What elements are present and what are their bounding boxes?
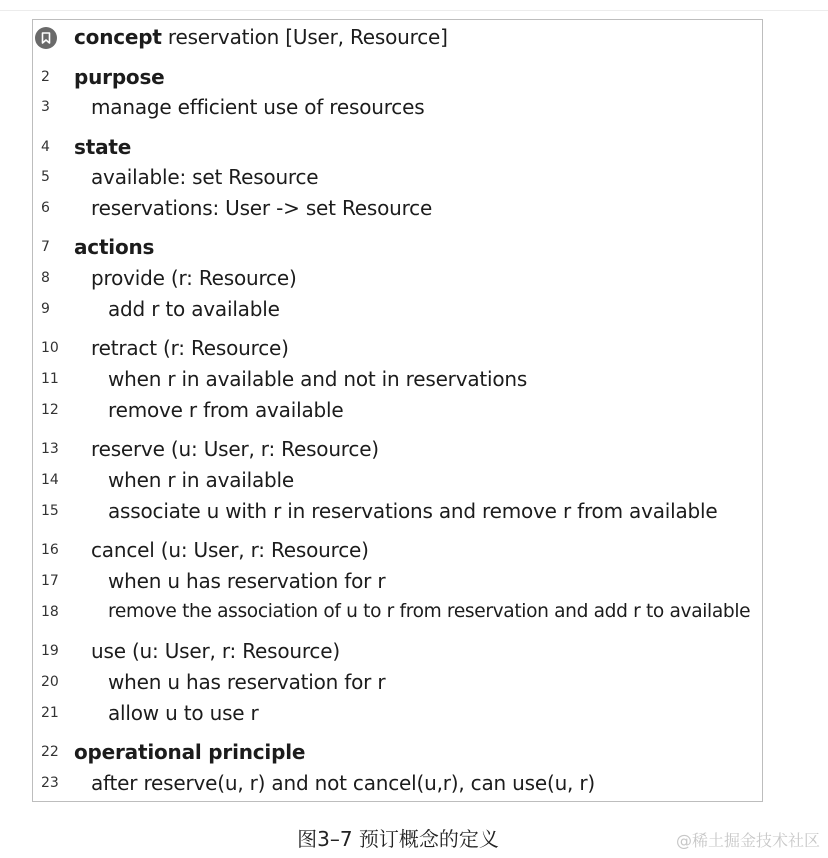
line-text: manage efficient use of resources: [91, 95, 425, 119]
watermark: @稀土掘金技术社区: [675, 831, 820, 850]
line-text: concept reservation [User, Resource]: [74, 25, 448, 49]
line-text: after reserve(u, r) and not cancel(u,r), can use(u, r): [91, 771, 595, 795]
line-text: add r to available: [108, 297, 280, 321]
line-number: 16: [41, 542, 59, 558]
line-text: allow u to use r: [108, 701, 259, 725]
line-number: 15: [41, 503, 59, 519]
line-number: 3: [41, 99, 50, 115]
line-number: 14: [41, 472, 59, 488]
bookmark-icon: [35, 27, 57, 49]
line-number: 11: [41, 371, 59, 387]
line-number: 18: [41, 604, 59, 620]
line-text: when r in available: [108, 468, 295, 492]
line-number: 13: [41, 441, 59, 457]
line-text: provide (r: Resource): [91, 266, 297, 290]
line-text: use (u: User, r: Resource): [91, 639, 340, 663]
line-number: 7: [41, 239, 50, 255]
line-number: 6: [41, 200, 50, 216]
line-number: 2: [41, 69, 50, 85]
line-number: 4: [41, 139, 50, 155]
line-text: actions: [74, 235, 155, 259]
line-text: state: [74, 135, 132, 159]
line-number: 20: [41, 674, 59, 690]
line-text: purpose: [74, 65, 165, 89]
line-number: 23: [41, 775, 59, 791]
line-text: retract (r: Resource): [91, 336, 289, 360]
line-number: 10: [41, 340, 59, 356]
line-number: 5: [41, 169, 50, 185]
line-text: cancel (u: User, r: Resource): [91, 538, 369, 562]
line-text: when u has reservation for r: [108, 569, 386, 593]
top-divider: [0, 10, 828, 11]
line-text: remove r from available: [108, 398, 344, 422]
line-text: reserve (u: User, r: Resource): [91, 437, 379, 461]
line-text: associate u with r in reservations and remove r from available: [108, 499, 718, 523]
figure-caption: 图3–7 预订概念的定义: [297, 827, 499, 851]
line-text: when u has reservation for r: [108, 670, 386, 694]
line-number: 12: [41, 402, 59, 418]
line-text: remove the association of u to r from reservation and add r to available: [108, 601, 751, 622]
code-listing: [32, 19, 763, 802]
line-text: available: set Resource: [91, 165, 319, 189]
line-number: 9: [41, 301, 50, 317]
line-number: 19: [41, 643, 59, 659]
line-text: reservations: User -> set Resource: [91, 196, 433, 220]
line-text: operational principle: [74, 740, 306, 764]
line-text: when r in available and not in reservations: [108, 367, 528, 391]
line-number: 17: [41, 573, 59, 589]
line-number: 21: [41, 705, 59, 721]
line-number: 8: [41, 270, 50, 286]
line-number: 22: [41, 744, 59, 760]
